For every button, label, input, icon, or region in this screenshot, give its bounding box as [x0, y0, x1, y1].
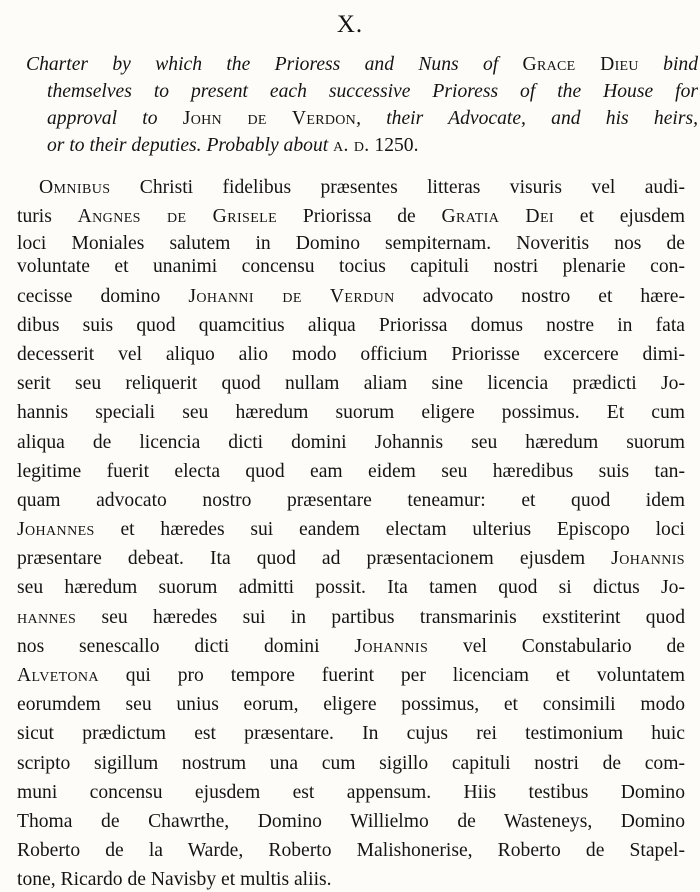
text-line — [17, 661, 685, 690]
text-line — [17, 865, 685, 892]
text-line — [17, 457, 685, 486]
person-name: Johannis — [611, 548, 685, 570]
text-run: et hæredes sui eandem electam ulterius Episcopo loci — [94, 519, 685, 541]
text-run: seu hæredes sui in partibus transmarinis exstiterint quod — [76, 606, 685, 628]
text-line — [17, 836, 685, 865]
text-run: eorumdem seu unius eorum, eligere possimus, et consimili modo — [17, 694, 685, 716]
text-run: qui pro tempore fuerint per licenciam et voluntatem — [98, 665, 685, 686]
text-line — [17, 340, 685, 369]
text-run: aliqua de licencia dicti domini Johannis seu hæredum suorum — [17, 431, 685, 453]
text-run: sicut prædictum est præsentare. In cujus rei testimonium huic — [17, 723, 685, 745]
text-run: tone, Ricardo de Navisby et multis aliis. — [17, 869, 332, 891]
person-name: Johannes — [17, 519, 95, 541]
section-numeral: X. — [336, 11, 364, 38]
place-name: Alvetona — [17, 665, 99, 686]
text-run: præsentare debeat. Ita quod ad præsentacionem ejusdem — [17, 548, 612, 570]
caption-year: 1250. — [369, 135, 419, 156]
text-line — [17, 807, 685, 836]
text-line — [17, 398, 685, 427]
person-name: hannes — [17, 606, 77, 628]
text-line — [17, 311, 685, 340]
text-line — [17, 719, 685, 748]
text-run: cecisse domino — [17, 285, 189, 307]
person-name: Angnes de Grisele — [77, 206, 278, 228]
caption-text: , their Advocate, and his heirs, — [356, 108, 698, 129]
text-line — [17, 778, 685, 807]
text-line — [17, 173, 685, 202]
text-run: seu hæredum suorum admitti possit. Ita tamen quod si dictus Jo- — [17, 577, 685, 599]
text-run: muni concensu ejusdem est appensum. Hiis testibus Domino — [17, 781, 685, 803]
text-line — [17, 544, 685, 573]
text-run: Christi fidelibus præsentes litteras visuris vel audi- — [110, 177, 685, 198]
caption-text: bind — [638, 54, 698, 75]
text-run: advocato nostro et hære- — [394, 285, 685, 307]
text-line — [17, 252, 685, 281]
text-run: turis — [17, 206, 78, 228]
text-line — [17, 486, 685, 515]
text-line — [17, 231, 685, 252]
text-run: legitime fuerit electa quod eam eidem seu hæredibus suis tan- — [17, 460, 685, 482]
text-run: loci Moniales salutem in Domino sempiternam. Noveritis nos de — [17, 233, 685, 253]
text-line — [17, 749, 685, 778]
text-line — [17, 369, 685, 398]
text-run: Priorissa de — [277, 206, 442, 228]
text-run: decesserit vel aliquo alio modo officium Priorisse excercere dimi- — [17, 343, 685, 365]
opening-word: Omnibus — [39, 177, 111, 198]
text-run: Thoma de Chawrthe, Domino Willielmo de Wasteneys, Domino — [17, 810, 685, 832]
caption-person-name: John de Verdon — [182, 108, 357, 129]
caption-text: or to their deputies. Probably about — [47, 135, 334, 156]
text-line — [17, 632, 685, 661]
caption-line — [26, 51, 698, 78]
charter-text — [17, 173, 685, 892]
text-run: voluntate et unanimi concensu tocius capituli nostri plenarie con- — [17, 256, 685, 278]
text-line — [17, 690, 685, 719]
text-line — [17, 282, 685, 311]
text-run: hannis speciali seu hæredum suorum eligere possimus. Et cum — [17, 402, 685, 424]
caption-line — [26, 132, 698, 159]
caption-era: a. d. — [333, 135, 370, 156]
text-run: et ejusdem — [554, 206, 685, 228]
text-line — [17, 573, 685, 602]
text-run: scripto sigillum nostrum una cum sigillo capituli nostri de com- — [17, 752, 685, 774]
caption-place-name: Grace Dieu — [522, 54, 639, 75]
text-run: quam advocato nostro præsentare teneamur: et quod idem — [17, 489, 685, 511]
text-run: serit seu reliquerit quod nullam aliam sine licencia prædicti Jo- — [17, 373, 685, 395]
charter-caption — [26, 51, 698, 159]
person-name: Johanni de Verdun — [188, 285, 395, 307]
text-run: Roberto de la Warde, Roberto Malishonerise, Roberto de Stapel- — [17, 840, 685, 862]
text-line — [17, 515, 685, 544]
caption-text: approval to — [47, 108, 183, 129]
caption-text: Charter by which the Prioress and Nuns of — [26, 54, 523, 75]
caption-line — [26, 78, 698, 105]
text-line — [17, 202, 685, 231]
text-run: dibus suis quod quamcitius aliqua Priorissa domus nostre in fata — [17, 314, 685, 336]
text-line — [17, 428, 685, 457]
caption-text: themselves to present each successive Prioress of the House for — [47, 81, 698, 102]
text-run: vel Constabulario de — [428, 635, 685, 657]
text-line — [17, 603, 685, 632]
place-name: Gratia Dei — [441, 206, 554, 228]
person-name: Johannis — [354, 635, 429, 657]
caption-line — [26, 105, 698, 132]
text-run: nos senescallo dicti domini — [17, 635, 355, 657]
